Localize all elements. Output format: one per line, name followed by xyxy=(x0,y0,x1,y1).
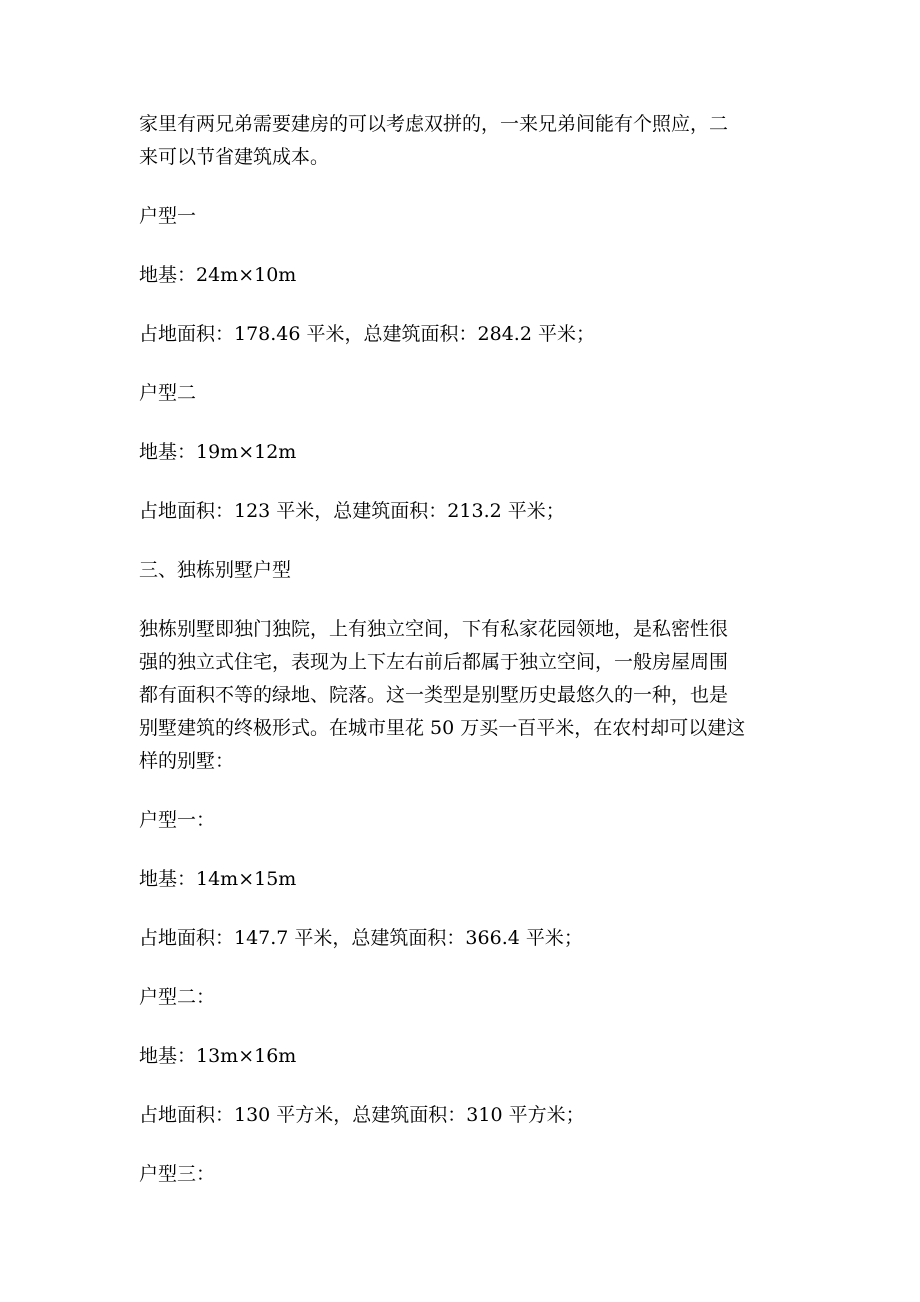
intro-paragraph xyxy=(139,108,789,174)
text-line: 占地面积：178.46 平米，总建筑面积：284.2 平米； xyxy=(139,323,595,345)
text-line: 独栋别墅即独门独院，上有独立空间，下有私家花园领地，是私密性很 xyxy=(139,618,729,640)
text-line: 户型一 xyxy=(139,205,197,227)
text-line: 占地面积：123 平米，总建筑面积：213.2 平米； xyxy=(139,500,565,522)
text-line: 来可以节省建筑成本。 xyxy=(139,146,330,168)
text-line: 地基：19m×12m xyxy=(139,441,297,463)
text-line: 户型二 xyxy=(139,382,197,404)
villa-layout-two-foundation xyxy=(139,1040,789,1073)
layout-one-area xyxy=(139,318,789,351)
section-heading-detached-villa xyxy=(139,554,789,587)
villa-layout-three-heading xyxy=(139,1158,789,1191)
layout-one-heading xyxy=(139,200,789,233)
detached-villa-paragraph xyxy=(139,613,789,778)
villa-layout-two-heading xyxy=(139,981,789,1014)
layout-two-heading xyxy=(139,377,789,410)
villa-layout-one-foundation xyxy=(139,863,789,896)
layout-two-area xyxy=(139,495,789,528)
layout-two-foundation xyxy=(139,436,789,469)
text-line: 样的别墅： xyxy=(139,750,235,772)
text-line: 强的独立式住宅，表现为上下左右前后都属于独立空间，一般房屋周围 xyxy=(139,651,729,673)
text-line: 地基：14m×15m xyxy=(139,868,297,890)
text-line: 户型一： xyxy=(139,809,216,831)
text-line: 户型三： xyxy=(139,1163,216,1185)
text-line: 三、独栋别墅户型 xyxy=(139,559,292,581)
villa-layout-one-area xyxy=(139,922,789,955)
villa-layout-one-heading xyxy=(139,804,789,837)
layout-one-foundation xyxy=(139,259,789,292)
text-line: 地基：13m×16m xyxy=(139,1045,297,1067)
text-line: 占地面积：147.7 平米，总建筑面积：366.4 平米； xyxy=(139,927,583,949)
text-line: 占地面积：130 平方米，总建筑面积：310 平方米； xyxy=(139,1104,585,1126)
document-body xyxy=(139,108,789,1217)
text-line: 户型二： xyxy=(139,986,216,1008)
text-line: 家里有两兄弟需要建房的可以考虑双拼的，一来兄弟间能有个照应，二 xyxy=(139,113,729,135)
text-line: 都有面积不等的绿地、院落。这一类型是别墅历史最悠久的一种，也是 xyxy=(139,684,729,706)
text-line: 地基：24m×10m xyxy=(139,264,297,286)
text-line: 别墅建筑的终极形式。在城市里花 50 万买一百平米，在农村却可以建这 xyxy=(139,717,746,739)
villa-layout-two-area xyxy=(139,1099,789,1132)
